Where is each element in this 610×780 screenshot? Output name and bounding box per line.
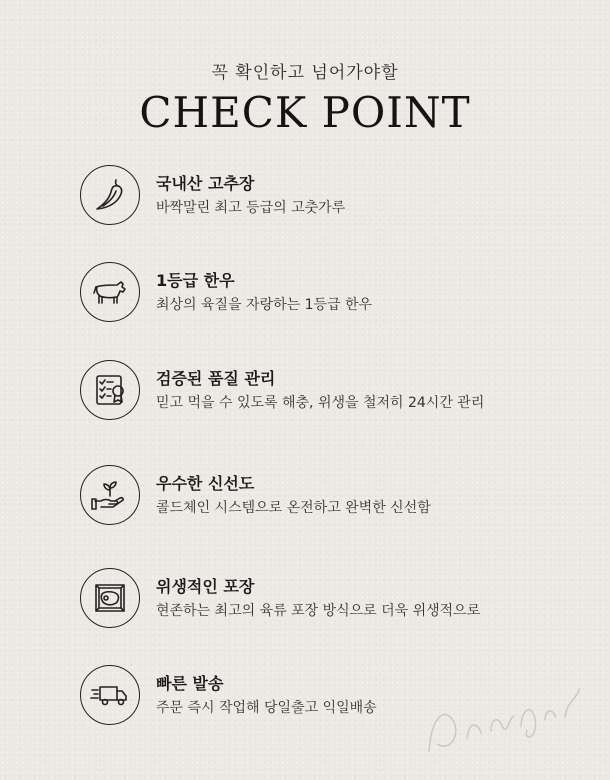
item-title: 검증된 품질 관리 <box>156 369 276 388</box>
item-title: 우수한 신선도 <box>156 474 255 493</box>
checklist-icon <box>80 360 140 420</box>
delivery-truck-icon <box>80 665 140 725</box>
item-description: 콜드체인 시스템으로 온전하고 완벽한 신선함 <box>156 500 431 516</box>
check-item-hygienic-packaging <box>80 568 580 632</box>
check-item-premium-beef <box>80 262 580 326</box>
page-title: CHECK POINT <box>139 88 471 137</box>
package-icon <box>80 568 140 628</box>
check-item-quality-control <box>80 360 580 424</box>
item-description: 주문 즉시 작업해 당일출고 익일배송 <box>156 700 377 716</box>
page-subtitle: 꼭 확인하고 넘어가야할 <box>211 63 399 83</box>
item-title: 빠른 발송 <box>156 674 224 693</box>
item-description: 현존하는 최고의 육류 포장 방식으로 더욱 위생적으로 <box>156 603 481 619</box>
check-item-domestic-gochujang <box>80 165 580 229</box>
chili-pepper-icon <box>80 165 140 225</box>
item-title: 1등급 한우 <box>156 271 235 290</box>
check-item-freshness <box>80 465 580 529</box>
item-description: 바짝말린 최고 등급의 고춧가루 <box>156 200 346 216</box>
item-title: 위생적인 포장 <box>156 577 255 596</box>
cow-icon <box>80 262 140 322</box>
item-description: 최상의 육질을 자랑하는 1등급 한우 <box>156 297 373 313</box>
item-description: 믿고 먹을 수 있도록 해충, 위생을 철저히 24시간 관리 <box>156 395 485 411</box>
hand-sprout-icon <box>80 465 140 525</box>
item-title: 국내산 고추장 <box>156 174 255 193</box>
